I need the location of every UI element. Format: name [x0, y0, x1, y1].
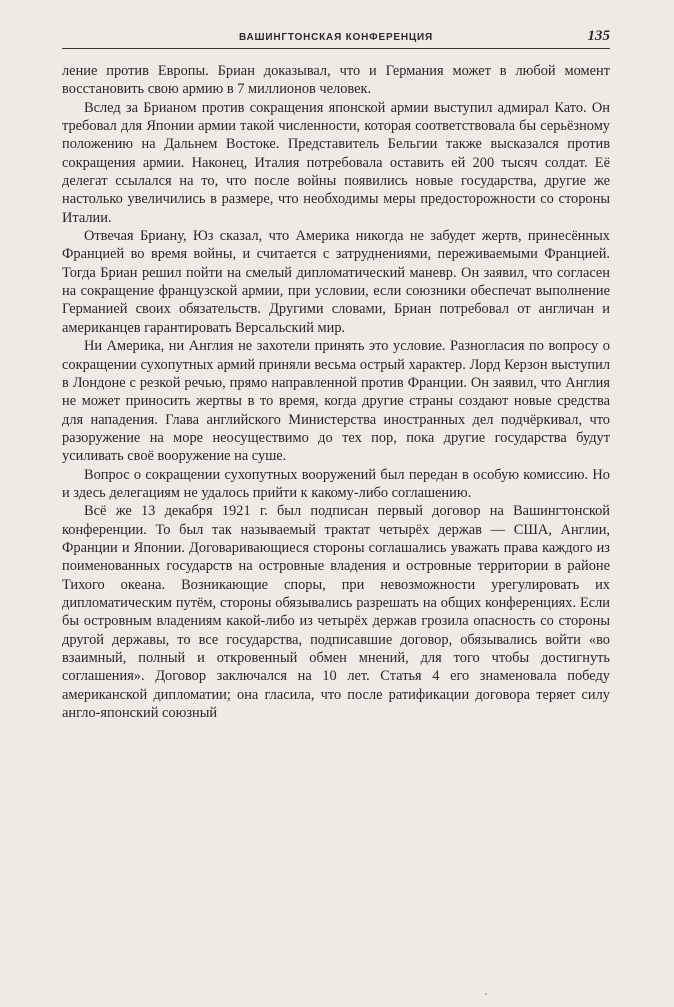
running-head: ВАШИНГТОНСКАЯ КОНФЕРЕНЦИЯ	[239, 32, 433, 43]
paper-speck	[485, 993, 487, 995]
paragraph-four-power-treaty: Всё же 13 декабря 1921 г. был подписан первый договор на Вашингтонской конференции. То был так называемый трактат четырёх держав — США, Англии, Франции и Японии. Договаривающиеся стороны соглашались уважать права каждого из поименованных государств на островные владения и островные территории в районе Тихого океана. Возникающие споры, при невозможности урегулировать их дипломатическим путём, стороны обязывались разрешать на общих конференциях. Если бы островным владениям какой-либо из четырёх держав грозила опасность со стороны другой державы, то все государства, подписавшие договор, обязывались войти «во взаимный, полный и откровенный обмен мнений, для того чтобы достигнуть соглашения». Договор заключался на 10 лет. Статья 4 его знаменовала победу американской дипломатии; она гласила, что после ратификации договора теряет силу англо-японский союзный	[62, 503, 610, 722]
paragraph-commission: Вопрос о сокращении сухопутных вооружений был передан в особую комиссию. Но и здесь делегациям не удалось прийти к какому-либо соглашению.	[62, 466, 610, 501]
paragraph-hughes-reply: Отвечая Бриану, Юз сказал, что Америка никогда не забудет жертв, принесённых Францией во время войны, и считается с затруднениями, переживаемыми Францией. Тогда Бриан решил пойти на смелый дипломатический маневр. Он заявил, что согласен на сокращение французской армии, при условии, если союзники обеспечат выполнение Германией своих обязательств. Другими словами, Бриан потребовал от англичан и американцев гарантировать Версальский мир.	[62, 228, 610, 336]
page-number: 135	[587, 28, 610, 44]
paragraph-continuation: ление против Европы. Бриан доказывал, что и Германия может в любой момент восстановить свою армию в 7 миллионов человек.	[62, 63, 610, 98]
paragraph-curzon: Ни Америка, ни Англия не захотели принять это условие. Разногласия по вопросу о сокращении сухопутных армий приняли весьма острый характер. Лорд Керзон выступил в Лондоне с резкой речью, прямо направленной против Франции. Он заявил, что Англия не может приносить жертвы в то время, когда другие страны создают новые средства для нападения. Глава английского Министерства иностранных дел подчёркивал, что разоружение на море неосуществимо до тех пор, пока другие государства будут усиливать своё вооружение на суше.	[62, 338, 610, 465]
page-header	[62, 28, 610, 49]
body-text	[62, 62, 610, 722]
paragraph-kato: Вслед за Брианом против сокращения японской армии выступил адмирал Като. Он требовал для Японии армии такой численности, которая соответствовала бы серьёзному положению на Дальнем Востоке. Представитель Бельгии также высказался против сокращения армии. Наконец, Италия потребовала оставить ей 200 тысяч солдат. Её делегат ссылался на то, что после войны появились новые государства, другие же настолько увеличились в размере, что необходимы меры предосторожности со стороны Италии.	[62, 99, 610, 226]
